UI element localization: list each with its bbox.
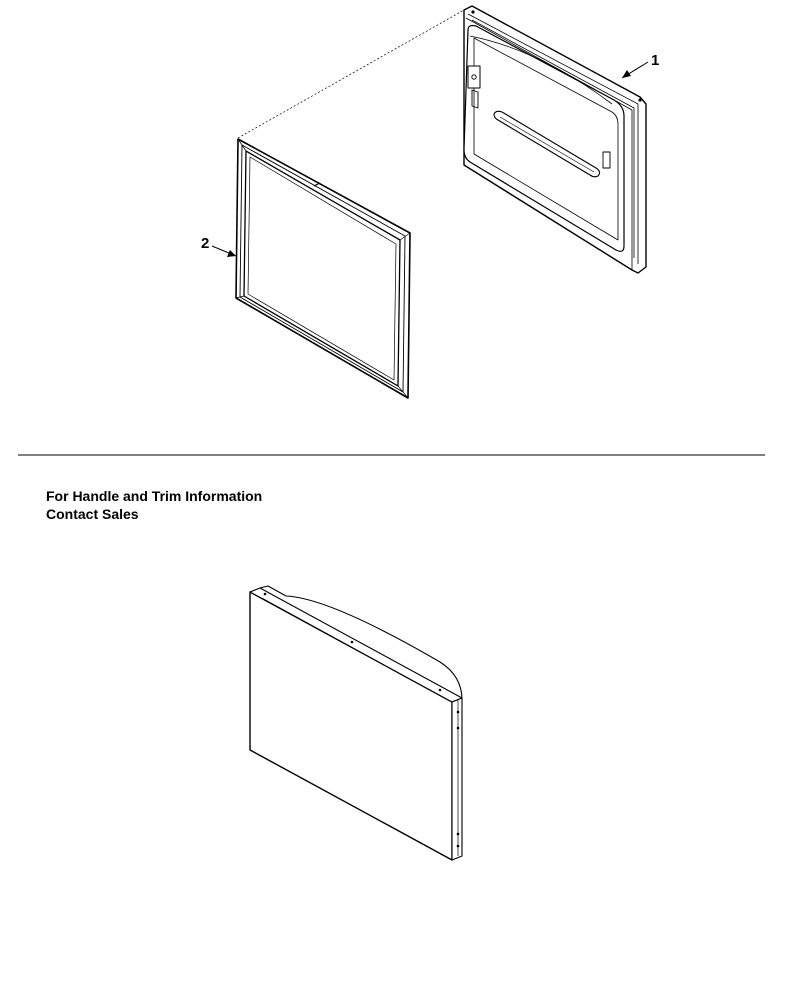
callout-1 (622, 52, 659, 78)
gasket-part (236, 139, 410, 398)
handle-trim-note (46, 487, 262, 523)
arrowhead-icon (227, 250, 236, 257)
callout-2 (201, 235, 236, 257)
note-line-2: Contact Sales (46, 506, 139, 522)
outer-door-panel (250, 586, 462, 860)
callout-label-1: 1 (651, 52, 660, 69)
arrowhead-icon (622, 70, 631, 78)
callout-label-2: 2 (201, 235, 210, 252)
note-line-1: For Handle and Trim Information (46, 488, 263, 504)
alignment-dashed-line (238, 10, 464, 138)
door-liner-part (464, 6, 646, 273)
